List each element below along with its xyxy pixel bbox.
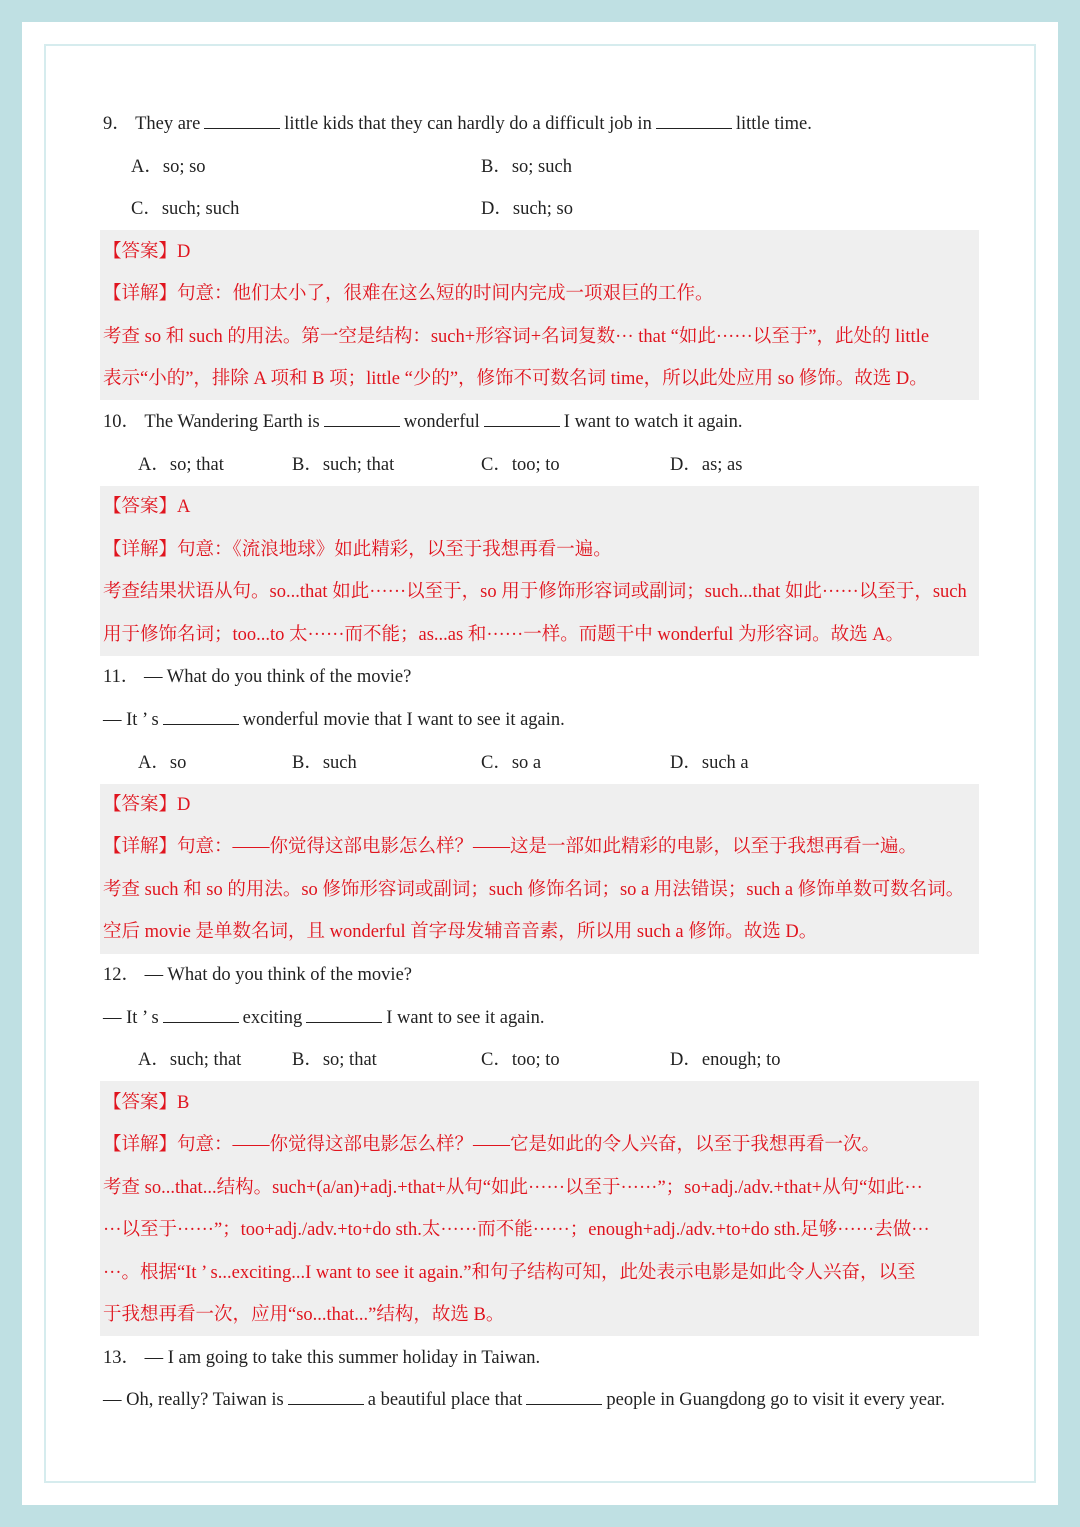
question-number: 12． bbox=[103, 965, 141, 985]
option-a[interactable]: A．so; that bbox=[138, 455, 224, 475]
detail-line: ···以至于······”；too+adj./adv.+to+do sth.太······而不能······；enough+adj./adv.+to+do sth.足够······去做··· bbox=[103, 1220, 930, 1240]
question-10-stem: 10． The Wandering Earth is wonderful I want to watch it again. bbox=[103, 412, 743, 432]
detail-line: ···。根据“It ’ s...exciting...I want to see it again.”和句子结构可知，此处表示电影是如此令人兴奋，以至 bbox=[103, 1263, 916, 1283]
option-b[interactable]: B．such; that bbox=[292, 455, 395, 475]
option-b[interactable]: B．so; such bbox=[481, 157, 572, 177]
answer-line: 【答案】B bbox=[103, 1093, 190, 1113]
detail-line: 于我想再看一次，应用“so...that...”结构，故选 B。 bbox=[103, 1305, 505, 1325]
question-number: 10． bbox=[103, 412, 141, 432]
option-c[interactable]: C．too; to bbox=[481, 455, 560, 475]
option-b[interactable]: B．such bbox=[292, 753, 357, 773]
answer-blank[interactable] bbox=[324, 410, 400, 427]
detail-line: 考查结果状语从句。so...that 如此······以至于，so 用于修饰形容词或副词；such...that 如此······以至于，such bbox=[103, 582, 967, 602]
answer-blank[interactable] bbox=[656, 112, 732, 129]
option-c[interactable]: C．so a bbox=[481, 753, 542, 773]
question-11-reply: — It ’ s wonderful movie that I want to see it again. bbox=[103, 710, 565, 730]
detail-line: 用于修饰名词；too...to 太······而不能；as...as 和······一样。而题干中 wonderful 为形容词。故选 A。 bbox=[103, 625, 905, 645]
option-a[interactable]: A．such; that bbox=[138, 1050, 242, 1070]
answer-blank[interactable] bbox=[526, 1388, 602, 1405]
option-c[interactable]: C．too; to bbox=[481, 1050, 560, 1070]
question-12-reply: — It ’ s exciting I want to see it again. bbox=[103, 1008, 545, 1028]
answer-blank[interactable] bbox=[306, 1006, 382, 1023]
detail-line: 考查 so...that...结构。such+(a/an)+adj.+that+从句“如此······以至于······”；so+adj./adv.+that+从句“如此··· bbox=[103, 1178, 923, 1198]
question-number: 13． bbox=[103, 1348, 141, 1368]
answer-line: 【答案】A bbox=[103, 497, 191, 517]
answer-blank[interactable] bbox=[163, 708, 239, 725]
option-a[interactable]: A．so bbox=[138, 753, 187, 773]
option-d[interactable]: D．as; as bbox=[670, 455, 743, 475]
answer-line: 【答案】D bbox=[103, 795, 191, 815]
answer-blank[interactable] bbox=[204, 112, 280, 129]
stem-text: little kids that they can hardly do a difficult job in bbox=[284, 114, 652, 134]
stem-text: They are bbox=[135, 114, 201, 134]
option-a[interactable]: A．so; so bbox=[131, 157, 206, 177]
detail-line: 【详解】句意：他们太小了，很难在这么短的时间内完成一项艰巨的工作。 bbox=[103, 284, 714, 304]
question-number: 11． bbox=[103, 667, 140, 687]
answer-blank[interactable] bbox=[163, 1006, 239, 1023]
detail-line: 空后 movie 是单数名词，且 wonderful 首字母发辅音音素，所以用 such a 修饰。故选 D。 bbox=[103, 922, 818, 942]
question-number: 9． bbox=[103, 114, 131, 134]
answer-box bbox=[100, 1081, 979, 1336]
question-13-reply: — Oh, really? Taiwan is a beautiful place that people in Guangdong go to visit it every year. bbox=[103, 1390, 945, 1410]
detail-line: 表示“小的”，排除 A 项和 B 项；little “少的”，修饰不可数名词 time，所以此处应用 so 修饰。故选 D。 bbox=[103, 369, 928, 389]
option-d[interactable]: D．enough; to bbox=[670, 1050, 781, 1070]
option-d[interactable]: D．such a bbox=[670, 753, 749, 773]
detail-line: 【详解】句意：《流浪地球》如此精彩，以至于我想再看一遍。 bbox=[103, 540, 612, 560]
question-12-stem: 12． — What do you think of the movie? bbox=[103, 965, 412, 985]
detail-line: 【详解】句意：——你觉得这部电影怎么样？——这是一部如此精彩的电影，以至于我想再看一遍。 bbox=[103, 837, 918, 857]
question-9-stem bbox=[103, 112, 812, 136]
option-c[interactable]: C．such; such bbox=[131, 199, 240, 219]
detail-line: 考查 so 和 such 的用法。第一空是结构：such+形容词+名词复数··· that “如此······以至于”，此处的 little bbox=[103, 327, 930, 347]
option-d[interactable]: D．such; so bbox=[481, 199, 573, 219]
detail-line: 考查 such 和 so 的用法。so 修饰形容词或副词；such 修饰名词；so a 用法错误；such a 修饰单数可数名词。 bbox=[103, 880, 965, 900]
question-13-stem: 13． — I am going to take this summer holiday in Taiwan. bbox=[103, 1348, 541, 1368]
question-11-stem: 11． — What do you think of the movie? bbox=[103, 667, 412, 687]
stem-text: little time. bbox=[735, 114, 812, 134]
answer-line: 【答案】D bbox=[103, 242, 191, 262]
answer-blank[interactable] bbox=[484, 410, 560, 427]
answer-blank[interactable] bbox=[288, 1388, 364, 1405]
detail-line: 【详解】句意：——你觉得这部电影怎么样？——它是如此的令人兴奋，以至于我想再看一次。 bbox=[103, 1135, 881, 1155]
option-b[interactable]: B．so; that bbox=[292, 1050, 377, 1070]
